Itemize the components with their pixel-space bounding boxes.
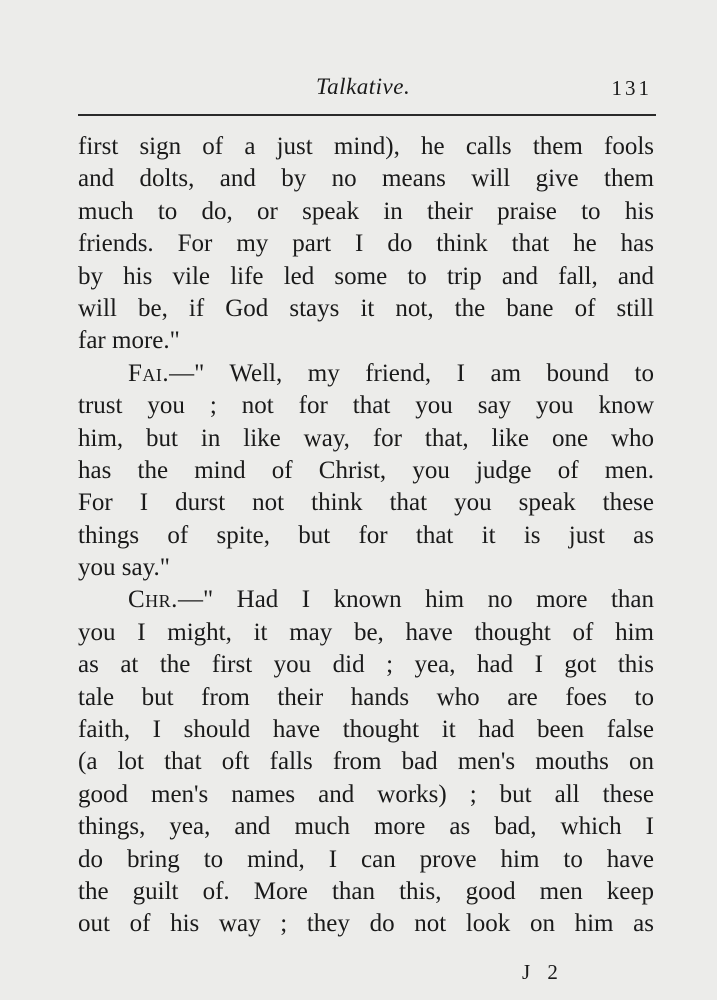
text-line bbox=[78, 358, 654, 390]
speaker-label: Fai. bbox=[128, 359, 170, 387]
signature-mark: J 2 bbox=[522, 960, 564, 984]
text-line: you say." bbox=[78, 554, 170, 582]
text-line: For I durst not think that you speak these bbox=[78, 489, 654, 517]
text-line: and dolts, and by no means will give them bbox=[78, 165, 654, 193]
text-line: you I might, it may be, have thought of him bbox=[78, 618, 654, 646]
text-line: as at the first you did ; yea, had I got this bbox=[78, 651, 654, 679]
text-line: good men's names and works) ; but all these bbox=[78, 780, 654, 808]
text-line: by his vile life led some to trip and fall, and bbox=[78, 262, 654, 290]
text-line: will be, if God stays it not, the bane of still bbox=[78, 294, 654, 322]
page-number: 131 bbox=[611, 76, 652, 100]
text-line bbox=[78, 584, 654, 616]
text-line: has the mind of Christ, you judge of men. bbox=[78, 456, 654, 484]
text-line: the guilt of. More than this, good men keep bbox=[78, 877, 654, 905]
text-line: him, but in like way, for that, like one who bbox=[78, 424, 654, 452]
text-line: faith, I should have thought it had been false bbox=[78, 716, 654, 744]
text-line: do bring to mind, I can prove him to have bbox=[78, 845, 654, 873]
page-header bbox=[78, 74, 654, 108]
text-line: trust you ; not for that you say you know bbox=[78, 392, 654, 420]
text-line: far more." bbox=[78, 327, 180, 355]
text-line: first sign of a just mind), he calls them fools bbox=[78, 133, 654, 160]
line-text: —" Well, my friend, I am bound to bbox=[169, 359, 654, 387]
text-line: friends. For my part I do think that he has bbox=[78, 230, 654, 258]
text-line: tale but from their hands who are foes to bbox=[78, 683, 654, 711]
text-line: much to do, or speak in their praise to his bbox=[78, 197, 654, 225]
header-rule bbox=[78, 114, 656, 116]
line-text: —" Had I known him no more than bbox=[177, 586, 654, 614]
body-text bbox=[78, 131, 654, 941]
text-line: things of spite, but for that it is just as bbox=[78, 521, 654, 549]
text-line: things, yea, and much more as bad, which I bbox=[78, 813, 654, 841]
running-title: Talkative. bbox=[316, 74, 411, 99]
speaker-label: Chr. bbox=[128, 586, 178, 614]
text-line: (a lot that oft falls from bad men's mouths on bbox=[78, 748, 654, 776]
text-line: out of his way ; they do not look on him as bbox=[78, 910, 654, 938]
